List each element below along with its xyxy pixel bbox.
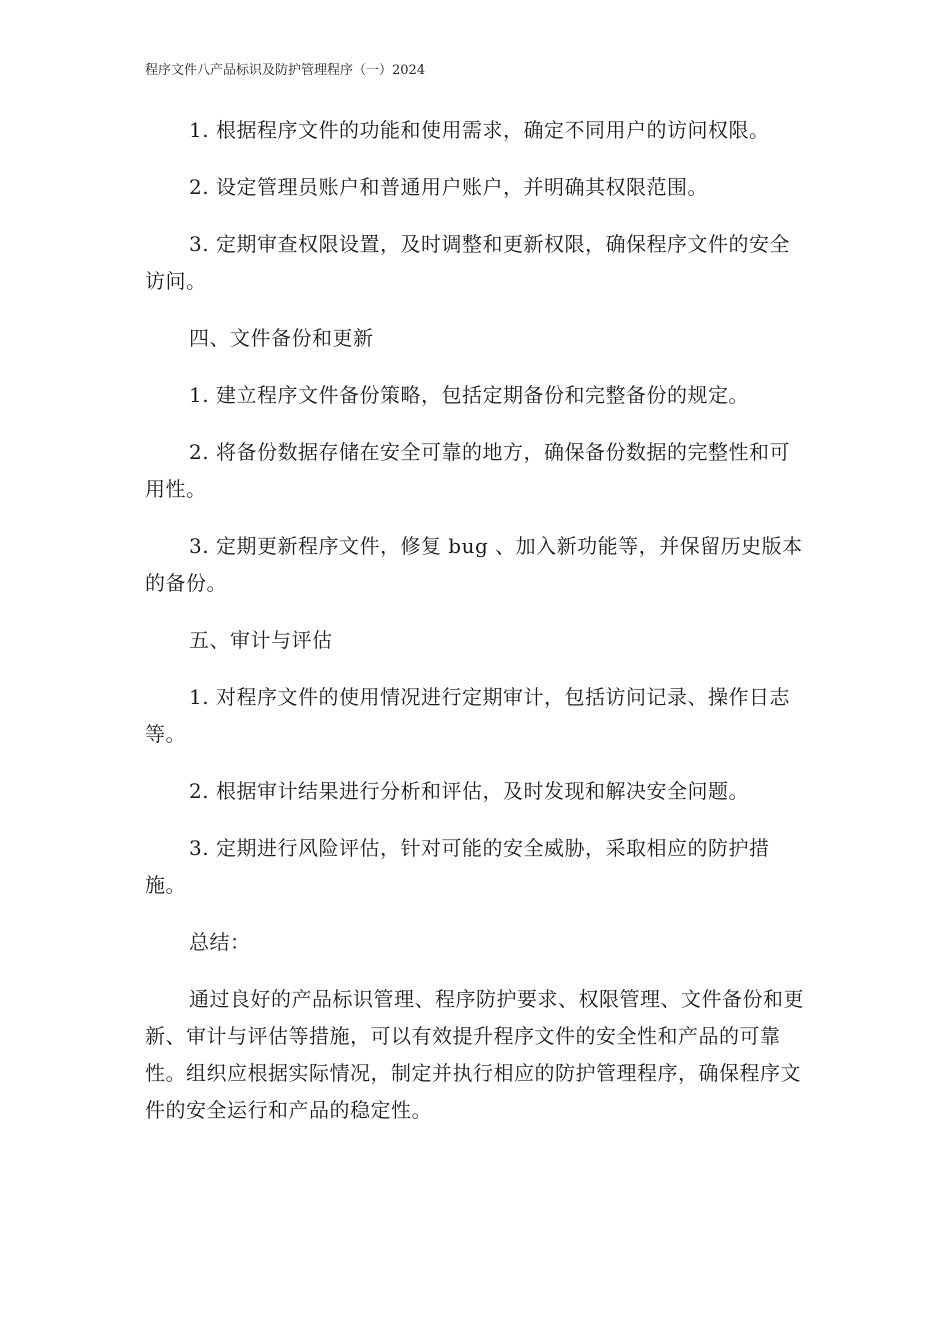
paragraph-audit-usage: 1. 对程序文件的使用情况进行定期审计，包括访问记录、操作日志等。 [145,685,790,746]
page-header: 程序文件八产品标识及防护管理程序（一）2024 [145,63,426,78]
paragraph-backup-strategy: 1. 建立程序文件备份策略，包括定期备份和完整备份的规定。 [189,383,749,407]
paragraph-summary: 通过良好的产品标识管理、程序防护要求、权限管理、文件备份和更新、审计与评估等措施，可以有效提升程序文件的安全性和产品的可靠性。组织应根据实际情况，制定并执行相应的防护管理程序，确保程序文件的安全运行和产品的稳定性。 [145,987,804,1122]
paragraph-access-rights: 1. 根据程序文件的功能和使用需求，确定不同用户的访问权限。 [189,118,770,142]
paragraph-program-update: 3. 定期更新程序文件，修复 bug 、加入新功能等，并保留历史版本的备份。 [145,534,803,595]
section-heading-backup: 四、文件备份和更新 [189,326,374,350]
paragraph-account-setup: 2. 设定管理员账户和普通用户账户，并明确其权限范围。 [189,175,708,199]
document-body [145,112,810,1149]
paragraph-risk-assessment: 3. 定期进行风险评估，针对可能的安全威胁，采取相应的防护措施。 [145,836,770,897]
section-heading-audit: 五、审计与评估 [189,628,333,652]
paragraph-backup-storage: 2. 将备份数据存储在安全可靠的地方，确保备份数据的完整性和可用性。 [145,440,790,501]
paragraph-audit-analysis: 2. 根据审计结果进行分析和评估，及时发现和解决安全问题。 [189,779,749,803]
paragraph-permission-review: 3. 定期审查权限设置，及时调整和更新权限，确保程序文件的安全访问。 [145,232,790,293]
section-heading-summary: 总结： [189,930,251,954]
